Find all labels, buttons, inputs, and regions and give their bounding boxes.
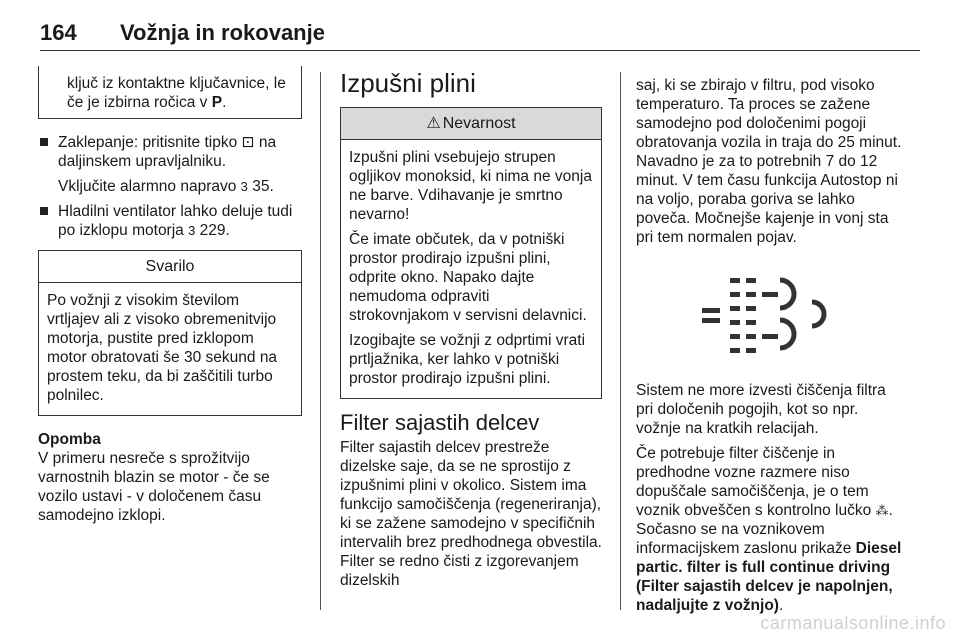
bullet-text-cont: na daljinskem upravljalniku.	[58, 134, 277, 170]
alarm-reference	[38, 177, 302, 196]
warning-triangle-icon: ⚠	[426, 115, 441, 132]
page-ref-number[interactable]: 229.	[195, 222, 230, 239]
display-message: Diesel partic. filter is full continue driving (Filter sajastih delcev je napolnjen, nadaljujte z vožnjo)	[636, 540, 902, 614]
note-text: V primeru nesreče s sprožitvijo varnostnih blazin se motor - če se vozilo ustavi - v določenem času samodejno izklopi.	[38, 450, 270, 524]
filter-text-2: Sistem ne more izvesti čiščenja filtra pri določenih pogojih, kot so npr. vožnje na kratkih relacijah.	[636, 382, 886, 437]
column-divider	[620, 72, 621, 610]
column-left	[38, 66, 302, 531]
column-right	[636, 76, 902, 621]
page-ref-icon: 3	[188, 223, 196, 238]
caution-text: Po vožnji z visokim številom vrtljajev ali z visoko obremenitvijo motorja, pustite pred izklopom motor obratovati še 30 sekund na prostem teku, da bi zaščitili turbo polnilec.	[47, 292, 278, 404]
text: . Sočasno se na voznikovem informacijskem zaslonu prikaže	[636, 502, 893, 557]
page-ref-icon: 3	[240, 179, 248, 194]
bullet-text: Zaklepanje: pritisnite tipko	[58, 134, 242, 151]
continued-text-end: .	[222, 94, 227, 111]
filter-text: Filter sajastih delcev prestreže dizelske saje, da se ne sprostijo z izpušnimi plini v okolico. Sistem ima funkcijo samočiščenja (regeneriranja), ki se zažene samodejno v specifičnih intervalih brez predhodnega obvestila. Filter se redno čisti z izgorevanjem dizelskih	[340, 439, 602, 589]
page-header	[40, 14, 920, 51]
watermark: carmanualsonline.info	[760, 613, 946, 633]
text: Če potrebuje filter čiščenje in predhodne vozne razmere niso dopuščale samočiščenja, je o tem voznik obveščen s kontrolno lučko	[636, 445, 876, 519]
subsection-title: Filter sajastih delcev	[340, 410, 540, 435]
danger-title: Nevarnost	[442, 115, 516, 132]
danger-text-2: Če imate občutek, da v potniški prostor prodirajo izpušni plini, odprite okno. Napako dajte nemudoma odpraviti strokovnjakom v servisni delavnici.	[349, 231, 587, 324]
diesel-particulate-filter-icon	[636, 261, 900, 367]
danger-box	[340, 107, 602, 399]
bullet-text: Hladilni ventilator lahko deluje tudi po izklopu motorja	[58, 203, 293, 239]
text: .	[778, 597, 784, 614]
filter-text-continued: saj, ki se zbirajo v filtru, pod visoko temperaturo. Ta proces se zažene samodejno pod določenimi pogoji obratovanja vozila in traja do 25 minut. Navadno je za to potrebnih 7 do 12 minut. V tem času funkcija Autostop ni na voljo, poraba goriva se lahko poveča. Močnejše kajenje in vonj sta pri tem normalen pojav.	[636, 77, 902, 246]
bullet-cooling-fan	[38, 202, 302, 240]
filter-text-3	[636, 444, 902, 615]
alarm-text: Vključite alarmno napravo	[58, 178, 237, 195]
danger-text-1: Izpušni plini vsebujejo strupen ogljikov monoksid, ki nima ne vonja ne barve. Vdihavanje je smrtno nevarno!	[349, 149, 592, 223]
danger-header	[341, 108, 601, 140]
filter-warning-lamp-icon: ⁂	[875, 503, 889, 518]
note-title: Opomba	[38, 431, 101, 448]
bullet-locking	[38, 133, 302, 171]
gear-position: P	[211, 94, 223, 111]
column-divider	[320, 72, 321, 610]
page-number: 164	[40, 20, 77, 45]
lock-key-icon: ⊡	[241, 134, 255, 151]
column-middle	[340, 66, 602, 596]
caution-box	[38, 250, 302, 416]
page-title: Vožnja in rokovanje	[120, 20, 325, 45]
danger-text-3: Izogibajte se vožnji z odprtimi vrati prtljažnika, ker lahko v potniški prostor prodirajo izpušni plini.	[349, 332, 586, 387]
continued-warning-box	[38, 66, 302, 119]
continued-text: ključ iz kontaktne ključavnice, le če je izbirna ročica v	[67, 75, 286, 111]
page-ref-number[interactable]: 35.	[247, 178, 274, 195]
caution-title: Svarilo	[39, 251, 301, 283]
section-title: Izpušni plini	[340, 68, 476, 98]
